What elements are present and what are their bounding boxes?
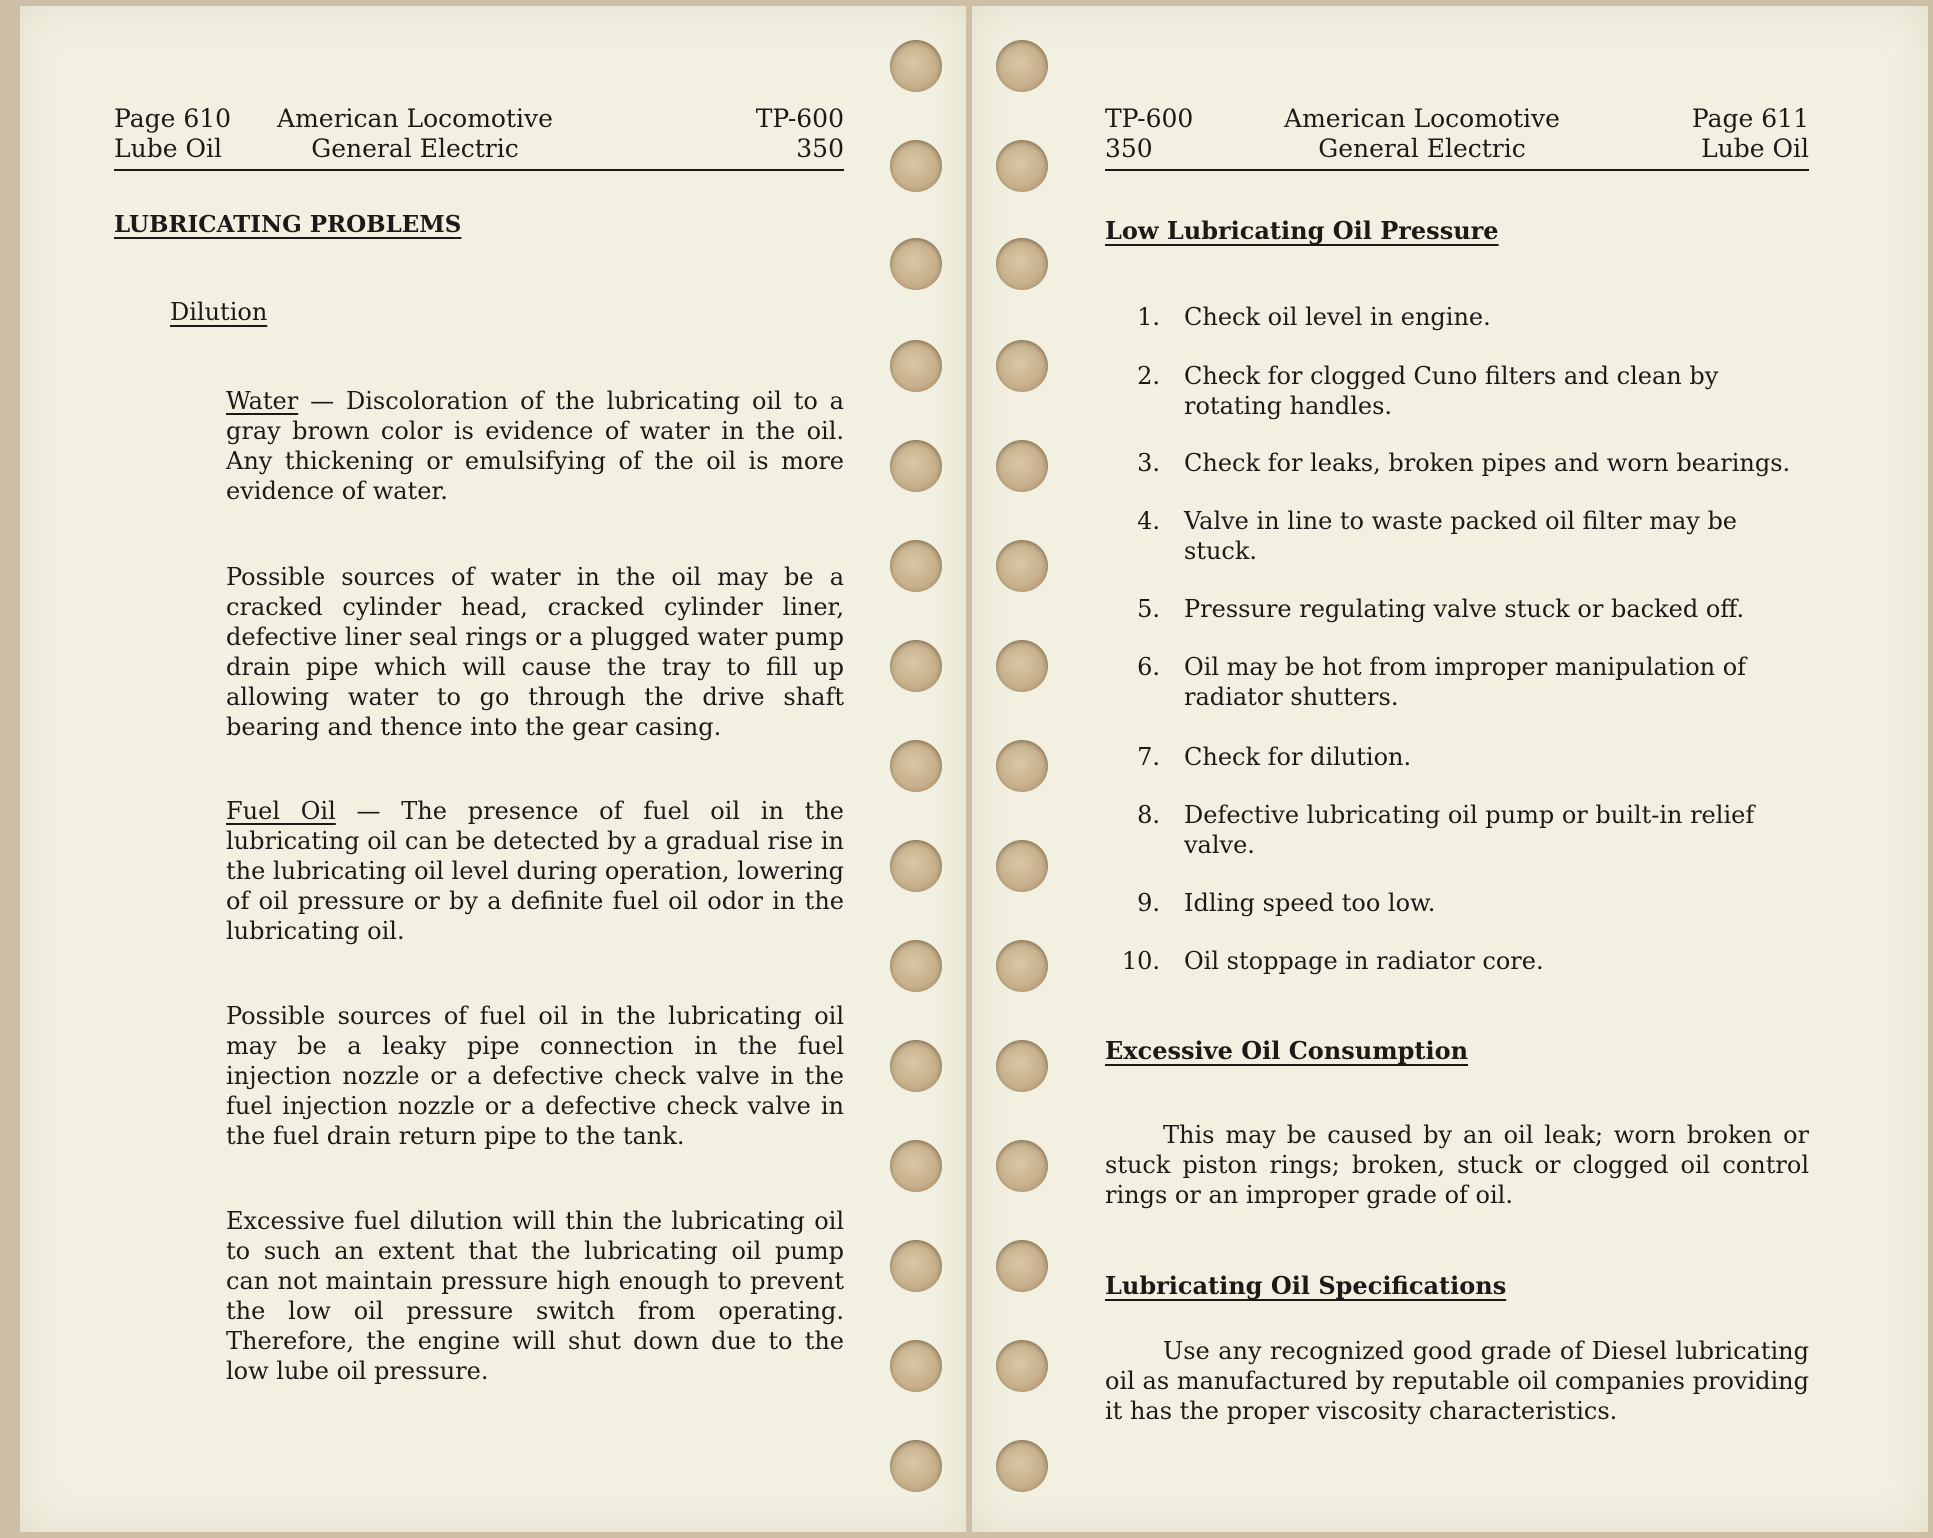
binding-hole-icon: [996, 40, 1048, 92]
left-publisher-line2: General Electric: [311, 134, 519, 163]
list-item-number: 6.: [1137, 653, 1160, 681]
binding-hole-icon: [890, 940, 942, 992]
fuel-oil-text: — The presence of fuel oil in the lubricating oil can be detected by a gradual rise in the lubricating oil level during operation, lowering of oil pressure or by a definite fuel oil odor in the lubricating oil.: [226, 797, 845, 945]
left-doc-id: TP-600: [755, 104, 844, 133]
left-header-rule: [114, 169, 844, 171]
fuel-dilution-paragraph: Excessive fuel dilution will thin the lubricating oil to such an extent that the lubricating oil pump can not maintain pressure high enough to prevent the low oil pressure switch from operating. Therefore, the engine will shut down due to the low lube oil pressure.: [226, 1207, 844, 1385]
right-section-label: Lube Oil: [1701, 134, 1809, 163]
binding-hole-icon: [996, 1240, 1048, 1292]
binding-hole-icon: [890, 40, 942, 92]
binding-hole-icon: [996, 1440, 1048, 1492]
binding-hole-icon: [890, 1440, 942, 1492]
left-publisher-line1: American Locomotive: [277, 104, 553, 133]
fuel-oil-label: Fuel Oil: [226, 797, 336, 825]
specs-heading: Lubricating Oil Specifications: [1105, 1271, 1507, 1300]
binding-hole-icon: [890, 1240, 942, 1292]
water-paragraph: [226, 386, 844, 506]
list-item-text: Valve in line to waste packed oil filter may be stuck.: [1184, 507, 1738, 565]
fuel-oil-paragraph: [226, 796, 844, 946]
binding-hole-icon: [996, 840, 1048, 892]
binding-hole-icon: [996, 238, 1048, 290]
binding-hole-icon: [890, 840, 942, 892]
list-item-text: Check oil level in engine.: [1184, 303, 1491, 331]
consumption-paragraph: This may be caused by an oil leak; worn broken or stuck piston rings; broken, stuck or clogged oil control rings or an improper grade of oil.: [1105, 1121, 1809, 1209]
right-doc-id: TP-600: [1105, 104, 1194, 133]
binding-hole-icon: [890, 540, 942, 592]
right-page: [972, 6, 1928, 1532]
list-item-text: Pressure regulating valve stuck or backed off.: [1184, 595, 1745, 623]
left-page: [20, 6, 966, 1532]
dilution-subheading: Dilution: [170, 298, 268, 326]
right-model: 350: [1105, 134, 1153, 163]
list-item-number: 5.: [1137, 595, 1160, 623]
left-section-label: Lube Oil: [114, 134, 222, 163]
left-model: 350: [796, 134, 844, 163]
water-sources-paragraph: Possible sources of water in the oil may be a cracked cylinder head, cracked cylinder liner, defective liner seal rings or a plugged water pump drain pipe which will cause the tray to fill up allowing water to go through the drive shaft bearing and thence into the gear casing.: [226, 563, 844, 741]
water-label: Water: [226, 387, 299, 415]
left-page-heading: LUBRICATING PROBLEMS: [114, 211, 462, 238]
binding-hole-icon: [890, 440, 942, 492]
list-item-number: 8.: [1137, 801, 1160, 829]
list-item-number: 10.: [1121, 947, 1160, 975]
right-page-number: Page 611: [1691, 104, 1809, 133]
binding-hole-icon: [890, 340, 942, 392]
list-item-number: 2.: [1137, 362, 1160, 390]
right-publisher-line1: American Locomotive: [1284, 104, 1560, 133]
binding-hole-icon: [996, 1140, 1048, 1192]
list-item-text: Check for dilution.: [1184, 743, 1412, 771]
binding-hole-icon: [996, 940, 1048, 992]
binding-hole-icon: [996, 1340, 1048, 1392]
binding-hole-icon: [996, 540, 1048, 592]
list-item-number: 4.: [1137, 507, 1160, 535]
binding-hole-icon: [890, 1140, 942, 1192]
specs-paragraph: Use any recognized good grade of Diesel lubricating oil as manufactured by reputable oil companies providing it has the proper viscosity characteristics.: [1105, 1337, 1809, 1425]
right-publisher-line2: General Electric: [1318, 134, 1526, 163]
binding-hole-icon: [996, 140, 1048, 192]
binding-hole-icon: [890, 1340, 942, 1392]
binding-hole-icon: [890, 1040, 942, 1092]
binding-hole-icon: [890, 140, 942, 192]
fuel-sources-paragraph: Possible sources of fuel oil in the lubricating oil may be a leaky pipe connection in the fuel injection nozzle or a defective check valve in the fuel injection nozzle or a defective check valve in the fuel drain return pipe to the tank.: [226, 1002, 844, 1150]
low-pressure-heading: Low Lubricating Oil Pressure: [1105, 216, 1499, 245]
binding-hole-icon: [890, 238, 942, 290]
binding-hole-icon: [890, 640, 942, 692]
consumption-heading: Excessive Oil Consumption: [1105, 1036, 1469, 1065]
binding-hole-icon: [890, 740, 942, 792]
list-item-number: 3.: [1137, 449, 1160, 477]
list-item-text: Idling speed too low.: [1184, 889, 1436, 917]
list-item-text: Oil may be hot from improper manipulation of radiator shutters.: [1184, 653, 1747, 711]
binding-hole-icon: [996, 1040, 1048, 1092]
water-text: — Discoloration of the lubricating oil to a gray brown color is evidence of water in the oil. Any thickening or emulsifying of the oil is more evidence of water.: [226, 387, 844, 505]
list-item-text: Oil stoppage in radiator core.: [1184, 947, 1544, 975]
list-item-number: 1.: [1137, 303, 1160, 331]
binding-hole-icon: [996, 340, 1048, 392]
binding-hole-icon: [996, 440, 1048, 492]
binding-hole-icon: [996, 740, 1048, 792]
list-item-text: Check for clogged Cuno filters and clean by rotating handles.: [1184, 362, 1719, 420]
right-header-rule: [1105, 169, 1809, 171]
binding-hole-icon: [996, 640, 1048, 692]
list-item-number: 7.: [1137, 743, 1160, 771]
list-item-text: Defective lubricating oil pump or built-in relief valve.: [1184, 801, 1755, 859]
list-item-text: Check for leaks, broken pipes and worn bearings.: [1184, 449, 1791, 477]
left-page-number: Page 610: [114, 104, 232, 133]
list-item-number: 9.: [1137, 889, 1160, 917]
